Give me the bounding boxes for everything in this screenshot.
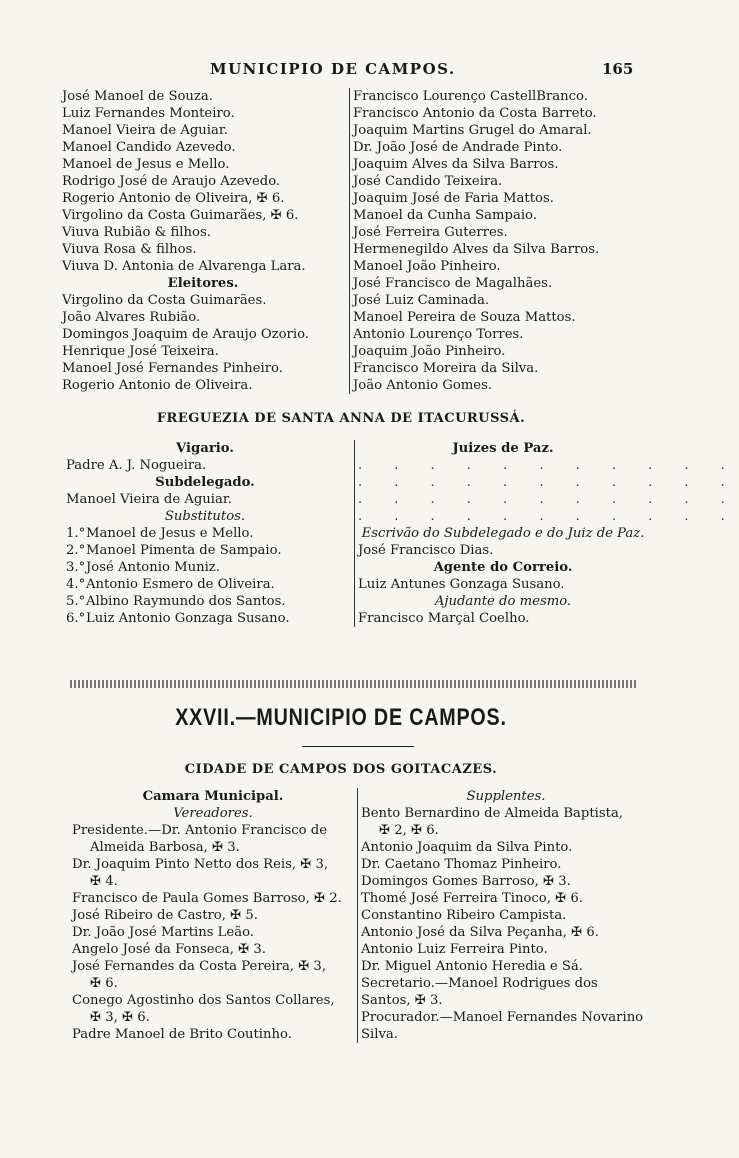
agente-name: Luiz Antunes Gonzaga Susano. bbox=[358, 577, 565, 592]
list-item: Francisco de Paula Gomes Barroso, ✠ 2. bbox=[72, 891, 342, 906]
list-item: Manoel da Cunha Sampaio. bbox=[353, 208, 537, 223]
list-item: Presidente.—Dr. Antonio Francisco de bbox=[72, 823, 328, 838]
list-item: Bento Bernardino de Almeida Baptista, bbox=[361, 806, 623, 821]
list-item: José Luiz Caminada. bbox=[353, 293, 490, 308]
list-item: Dr. Joaquim Pinto Netto dos Reis, ✠ 3, bbox=[72, 857, 329, 872]
list-item: ✠ 2, ✠ 6. bbox=[379, 823, 439, 838]
list-item: ✠ 3, ✠ 6. bbox=[90, 1010, 150, 1025]
list-item: Dr. Caetano Thomaz Pinheiro. bbox=[361, 857, 562, 872]
running-head bbox=[0, 60, 682, 84]
list-item bbox=[66, 542, 344, 559]
substitutos-heading: Substitutos. bbox=[164, 509, 246, 524]
camara-heading: Camara Municipal. bbox=[142, 789, 284, 804]
secretario-entry: Secretario.—Manoel Rodrigues dos Santos, ✠ 3. bbox=[361, 976, 598, 1008]
list-text: José Antonio Muniz. bbox=[86, 560, 220, 575]
ajudante-heading: Ajudante do mesmo. bbox=[434, 594, 572, 609]
list-item: José Manoel de Souza. bbox=[62, 89, 213, 104]
block1-right-column bbox=[349, 88, 653, 394]
list-item: Domingos Gomes Barroso, ✠ 3. bbox=[361, 874, 571, 889]
list-item: José Ribeiro de Castro, ✠ 5. bbox=[72, 908, 258, 923]
list-item bbox=[66, 610, 344, 627]
list-item: Constantino Ribeiro Campista. bbox=[361, 908, 567, 923]
list-item: Rogerio Antonio de Oliveira. bbox=[62, 378, 253, 393]
juizes-heading: Juizes de Paz. bbox=[452, 441, 554, 456]
list-item: Dr. João José Martins Leão. bbox=[72, 925, 254, 940]
list-item: Viuva D. Antonia de Alvarenga Lara. bbox=[62, 259, 306, 274]
list-item: Manoel José Fernandes Pinheiro. bbox=[62, 361, 283, 376]
chapter-title: XXVII.—MUNICIPIO DE CAMPOS. bbox=[175, 704, 507, 731]
freguezia-title: FREGUEZIA DE SANTA ANNA DE ITACURUSSÁ. bbox=[156, 411, 526, 426]
list-number: 6.° bbox=[66, 611, 86, 626]
list-text: Albino Raymundo dos Santos. bbox=[86, 594, 286, 609]
leader-dots: . . . . . . . . . . . bbox=[358, 509, 739, 524]
list-text: Luiz Antonio Gonzaga Susano. bbox=[86, 611, 290, 626]
list-item: João Alvares Rubião. bbox=[62, 310, 201, 325]
list-item: Angelo José da Fonseca, ✠ 3. bbox=[72, 942, 266, 957]
list-item bbox=[66, 525, 344, 542]
list-item: José Francisco de Magalhães. bbox=[353, 276, 553, 291]
list-item: Joaquim Alves da Silva Barros. bbox=[353, 157, 559, 172]
list-item: Francisco Lourenço CastellBranco. bbox=[353, 89, 588, 104]
list-item: Padre Manoel de Brito Coutinho. bbox=[72, 1027, 292, 1042]
list-item: Manoel Candido Azevedo. bbox=[62, 140, 236, 155]
list-item: Manoel Vieira de Aguiar. bbox=[62, 123, 228, 138]
list-item: Virgolino da Costa Guimarães. bbox=[62, 293, 267, 308]
list-item: Joaquim José de Faria Mattos. bbox=[353, 191, 554, 206]
list-item bbox=[66, 576, 344, 593]
cidade-title: CIDADE DE CAMPOS DOS GOITACAZES. bbox=[184, 762, 498, 777]
chapter-rule bbox=[302, 746, 414, 747]
list-item: Francisco Antonio da Costa Barreto. bbox=[353, 106, 597, 121]
list-item: ✠ 6. bbox=[90, 976, 118, 991]
block1-left-column bbox=[62, 88, 344, 394]
list-item bbox=[66, 593, 344, 610]
list-item: Viuva Rubião & filhos. bbox=[62, 225, 211, 240]
ajudante-name: Francisco Marçal Coelho. bbox=[358, 611, 530, 626]
list-item: Henrique José Teixeira. bbox=[62, 344, 219, 359]
list-item: Conego Agostinho dos Santos Collares, bbox=[72, 993, 335, 1008]
list-item: Joaquim Martins Grugel do Amaral. bbox=[353, 123, 592, 138]
page-number: 165 bbox=[602, 60, 634, 78]
list-item: José Ferreira Guterres. bbox=[353, 225, 508, 240]
list-item: Hermenegildo Alves da Silva Barros. bbox=[353, 242, 600, 257]
list-item: Manoel João Pinheiro. bbox=[353, 259, 501, 274]
list-item: Antonio Lourenço Torres. bbox=[353, 327, 524, 342]
list-item: Manoel Pereira de Souza Mattos. bbox=[353, 310, 576, 325]
list-item: ✠ 4. bbox=[90, 874, 118, 889]
leader-dots: . . . . . . . . . . . bbox=[358, 492, 739, 507]
list-item: Viuva Rosa & filhos. bbox=[62, 242, 197, 257]
list-item: José Candido Teixeira. bbox=[353, 174, 503, 189]
list-item: Antonio Joaquim da Silva Pinto. bbox=[361, 840, 573, 855]
list-item: Thomé José Ferreira Tinoco, ✠ 6. bbox=[361, 891, 583, 906]
freguezia-left-column bbox=[66, 440, 344, 627]
vigario-name: Padre A. J. Nogueira. bbox=[66, 458, 207, 473]
list-item: Rodrigo José de Araujo Azevedo. bbox=[62, 174, 281, 189]
list-item: João Antonio Gomes. bbox=[353, 378, 493, 393]
list-item: Luiz Fernandes Monteiro. bbox=[62, 106, 235, 121]
list-text: Manoel de Jesus e Mello. bbox=[86, 526, 254, 541]
list-number: 4.° bbox=[66, 577, 86, 592]
procurador-entry: Procurador.—Manoel Fernandes Novarino Silva. bbox=[361, 1010, 644, 1042]
list-item: Rogerio Antonio de Oliveira, ✠ 6. bbox=[62, 191, 285, 206]
subdelegado-name: Manoel Vieira de Aguiar. bbox=[66, 492, 232, 507]
cidade-right-column bbox=[357, 788, 651, 1043]
list-item bbox=[66, 559, 344, 576]
list-item: Francisco Moreira da Silva. bbox=[353, 361, 539, 376]
escrivao-name: José Francisco Dias. bbox=[358, 543, 494, 558]
list-item: Antonio José da Silva Peçanha, ✠ 6. bbox=[361, 925, 599, 940]
list-item: Almeida Barbosa, ✠ 3. bbox=[90, 840, 240, 855]
list-number: 2.° bbox=[66, 543, 86, 558]
list-item: Virgolino da Costa Guimarães, ✠ 6. bbox=[62, 208, 299, 223]
agente-heading: Agente do Correio. bbox=[433, 560, 573, 575]
list-item: Domingos Joaquim de Araujo Ozorio. bbox=[62, 327, 309, 342]
leader-dots: . . . . . . . . . . . bbox=[358, 458, 739, 473]
list-item: Dr. Miguel Antonio Heredia e Sá. bbox=[361, 959, 583, 974]
list-item: José Fernandes da Costa Pereira, ✠ 3, bbox=[72, 959, 327, 974]
supplentes-heading: Supplentes. bbox=[466, 789, 546, 804]
list-item: Joaquim João Pinheiro. bbox=[353, 344, 506, 359]
list-text: Antonio Esmero de Oliveira. bbox=[86, 577, 275, 592]
eleitores-heading: Eleitores. bbox=[167, 276, 239, 291]
list-item: Antonio Luiz Ferreira Pinto. bbox=[361, 942, 548, 957]
running-title: MUNICIPIO DE CAMPOS. bbox=[210, 60, 456, 78]
vereadores-heading: Vereadores. bbox=[173, 806, 253, 821]
list-text: Manoel Pimenta de Sampaio. bbox=[86, 543, 282, 558]
list-number: 1.° bbox=[66, 526, 86, 541]
escrivao-heading: Escrivão do Subdelegado e do Juiz de Paz. bbox=[361, 526, 645, 541]
list-item: Manoel de Jesus e Mello. bbox=[62, 157, 230, 172]
list-number: 3.° bbox=[66, 560, 86, 575]
list-item: Dr. João José de Andrade Pinto. bbox=[353, 140, 563, 155]
vigario-heading: Vigario. bbox=[176, 441, 234, 456]
freguezia-right-column bbox=[354, 440, 739, 627]
leader-dots: . . . . . . . . . . . bbox=[358, 475, 739, 490]
ornamental-divider bbox=[70, 680, 638, 688]
cidade-left-column bbox=[72, 788, 354, 1043]
subdelegado-heading: Subdelegado. bbox=[155, 475, 255, 490]
list-number: 5.° bbox=[66, 594, 86, 609]
